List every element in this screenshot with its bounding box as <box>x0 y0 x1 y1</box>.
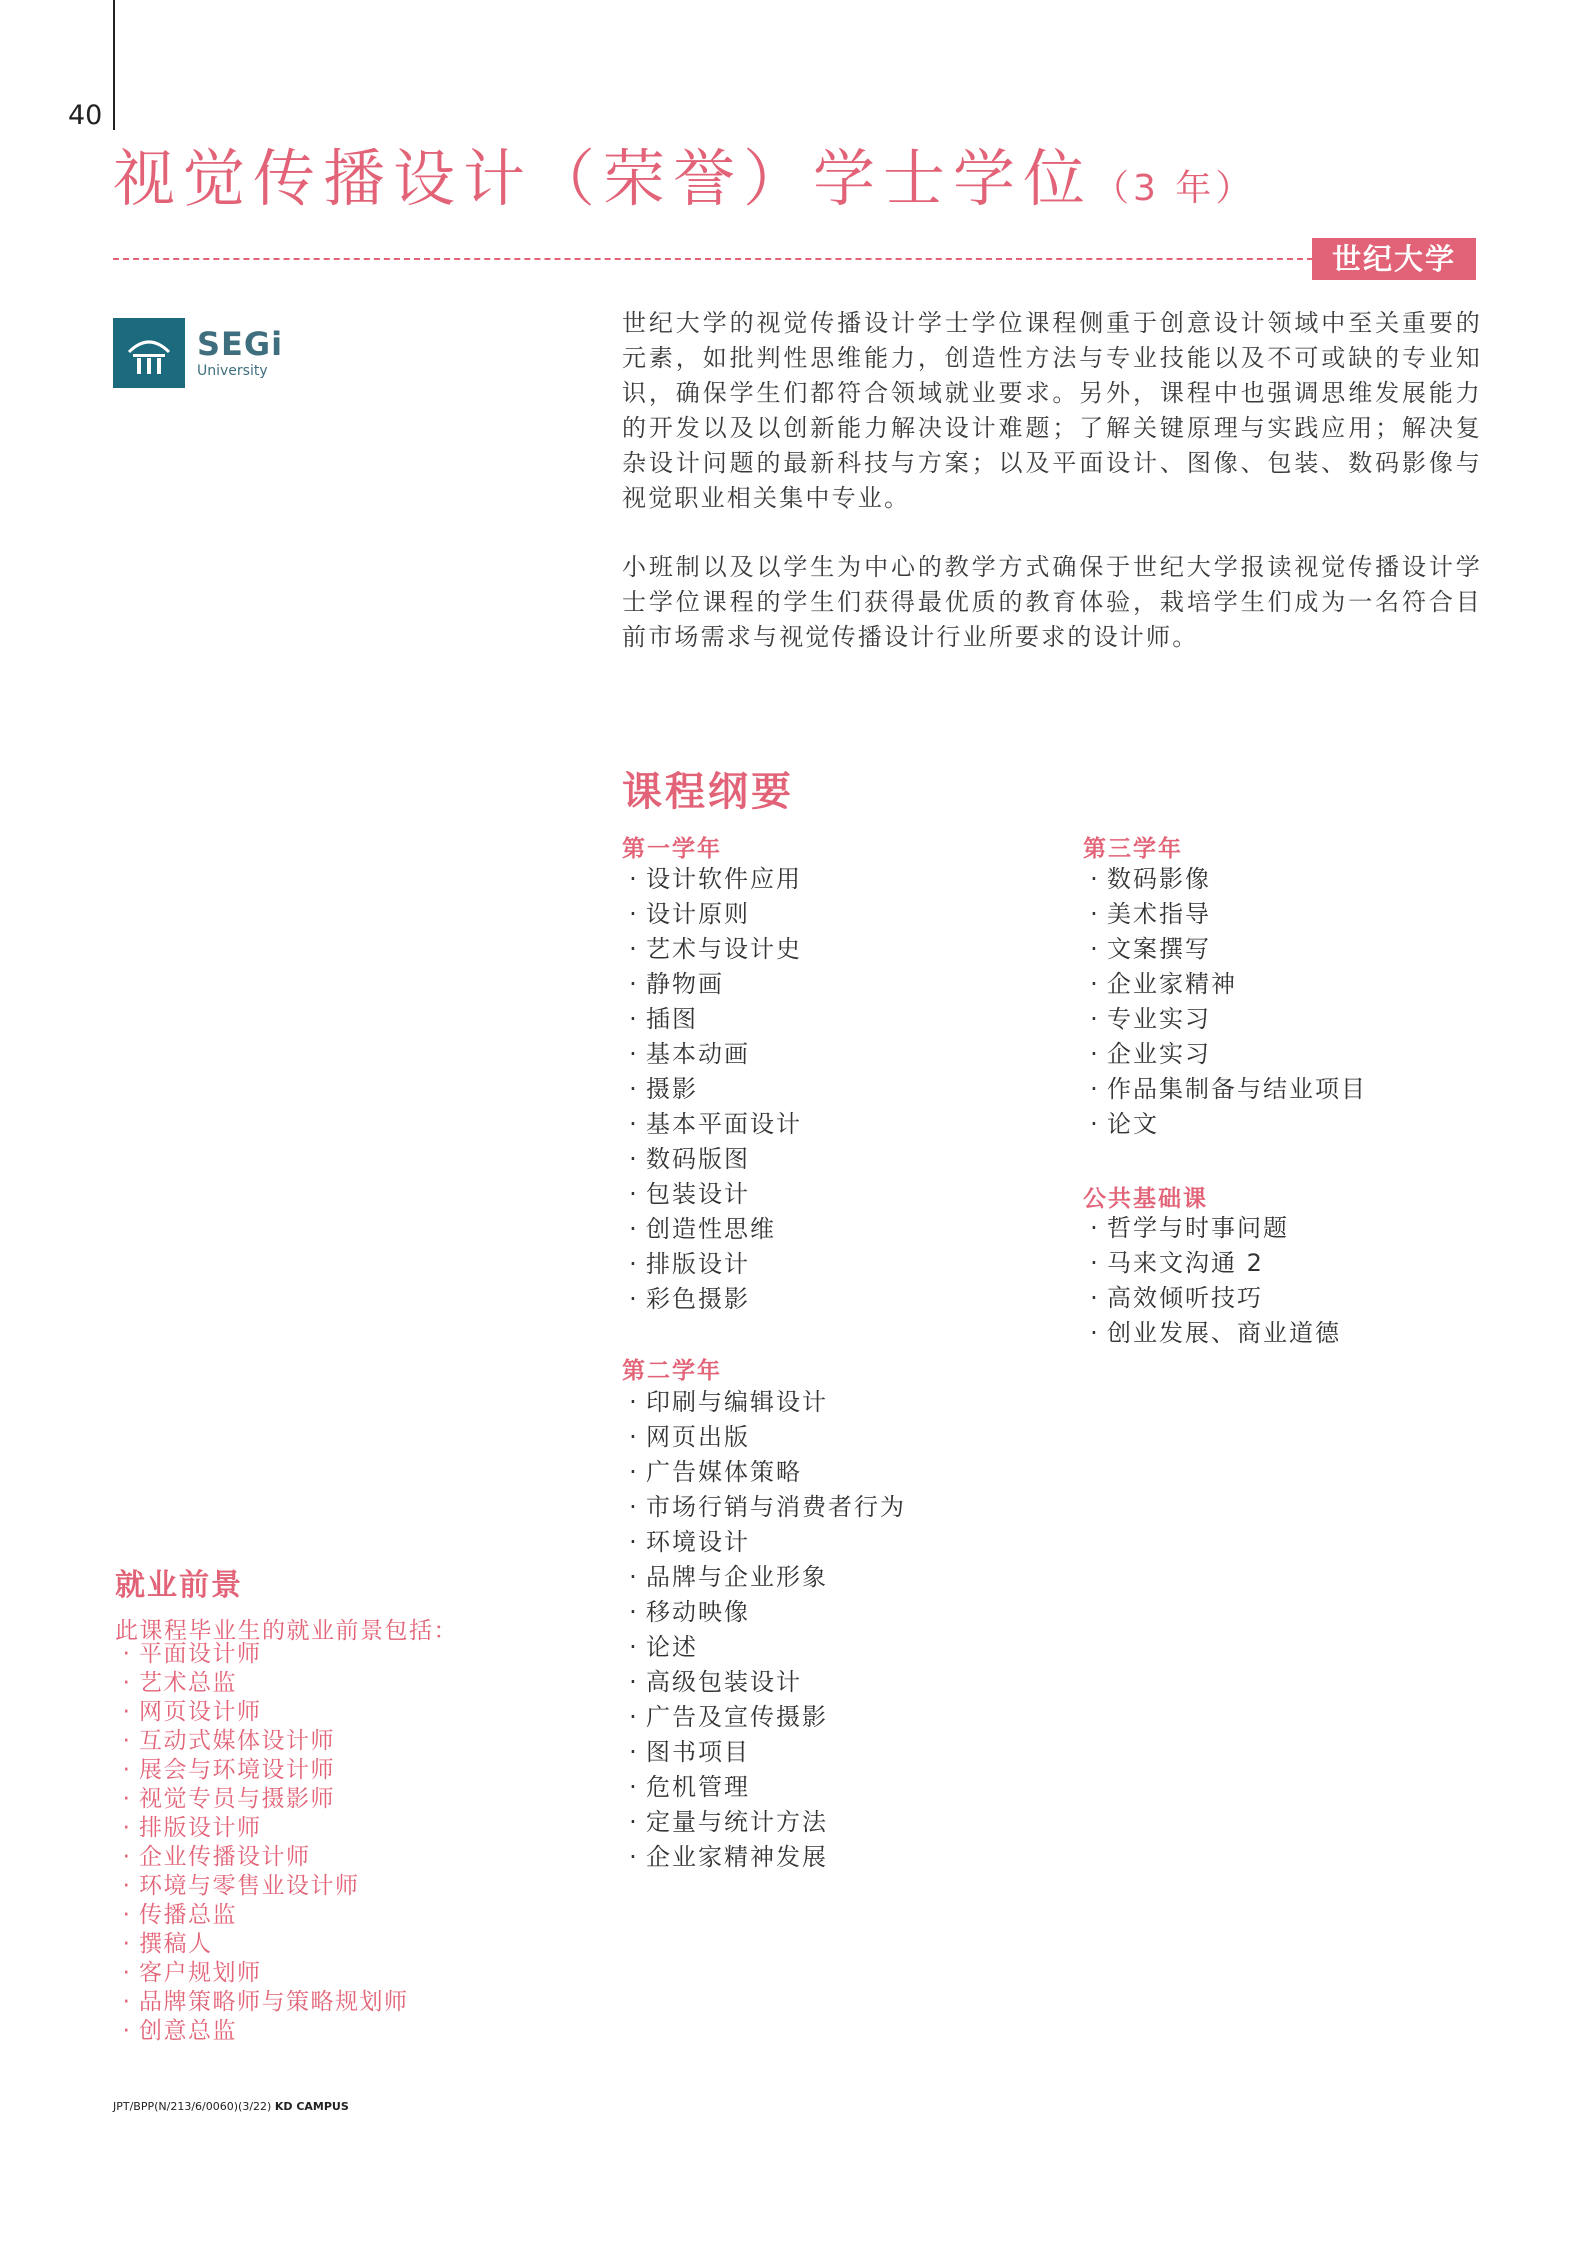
bullet: · <box>1090 970 1100 998</box>
list-item <box>622 967 802 1002</box>
list-item-label: 视觉专员与摄影师 <box>139 1786 335 1812</box>
footer-brand: KD CAMPUS <box>274 2100 349 2113</box>
list-item-label: 文案撰写 <box>1107 935 1211 963</box>
list-item <box>622 1665 906 1700</box>
bullet: · <box>629 1738 639 1766</box>
list-item <box>1083 1107 1367 1142</box>
list-item <box>1083 967 1367 1002</box>
list-item-label: 广告及宣传摄影 <box>646 1703 828 1731</box>
list-item-label: 哲学与时事问题 <box>1107 1214 1289 1242</box>
bullet: · <box>122 1786 132 1812</box>
bullet: · <box>629 1633 639 1661</box>
logo-wordmark <box>197 324 284 379</box>
list-item-label: 马来文沟通 2 <box>1107 1249 1264 1277</box>
list-item <box>622 1630 906 1665</box>
list-item <box>622 1770 906 1805</box>
list-item-label: 静物画 <box>646 970 724 998</box>
list-item <box>622 1282 802 1317</box>
list-item-label: 排版设计 <box>646 1250 750 1278</box>
list-item-label: 创意总监 <box>139 2018 237 2044</box>
bullet: · <box>629 1598 639 1626</box>
list-item-label: 论文 <box>1107 1110 1159 1138</box>
list-item <box>622 1107 802 1142</box>
list-item <box>115 1640 409 1669</box>
list-item-label: 危机管理 <box>646 1773 750 1801</box>
bullet: · <box>629 935 639 963</box>
list-item <box>622 1002 802 1037</box>
list-item-label: 数码影像 <box>1107 865 1211 893</box>
list-item-label: 设计软件应用 <box>646 865 802 893</box>
page-number: 40 <box>68 100 103 131</box>
list-item <box>622 1560 906 1595</box>
list-item-label: 高级包装设计 <box>646 1668 802 1696</box>
list-item <box>115 1814 409 1843</box>
list-item <box>622 1385 906 1420</box>
bullet: · <box>629 1458 639 1486</box>
list-item-label: 摄影 <box>646 1075 698 1103</box>
list-item-label: 品牌与企业形象 <box>646 1563 828 1591</box>
bullet: · <box>629 1285 639 1313</box>
logo-subtitle: University <box>197 362 268 379</box>
list-item-label: 企业传播设计师 <box>139 1844 311 1870</box>
bullet: · <box>1090 935 1100 963</box>
list-item <box>115 1988 409 2017</box>
bullet: · <box>629 1215 639 1243</box>
list-item <box>1083 1072 1367 1107</box>
syllabus-heading: 课程纲要 <box>622 769 794 815</box>
list-item-label: 品牌策略师与策略规划师 <box>139 1989 409 2015</box>
bullet: · <box>629 1040 639 1068</box>
bullet: · <box>1090 1040 1100 1068</box>
footer-code: JPT/BPP(N/213/6/0060)(3/22) <box>113 2100 272 2113</box>
bullet: · <box>122 1757 132 1783</box>
list-item-label: 互动式媒体设计师 <box>139 1728 335 1754</box>
bullet: · <box>629 1668 639 1696</box>
list-item <box>622 1700 906 1735</box>
bullet: · <box>629 865 639 893</box>
list-item <box>622 1805 906 1840</box>
list-item-label: 创业发展、商业道德 <box>1107 1319 1341 1347</box>
year1-heading: 第一学年 <box>622 836 722 862</box>
list-item-label: 论述 <box>646 1633 698 1661</box>
list-item-label: 环境设计 <box>646 1528 750 1556</box>
list-item <box>622 1525 906 1560</box>
bullet: · <box>629 1145 639 1173</box>
list-item <box>115 1756 409 1785</box>
list-item <box>622 1142 802 1177</box>
list-item-label: 撰稿人 <box>139 1931 213 1957</box>
list-item <box>115 1872 409 1901</box>
bullet: · <box>629 900 639 928</box>
bullet: · <box>122 1960 132 1986</box>
list-item <box>1083 1002 1367 1037</box>
list-item-label: 网页设计师 <box>139 1699 262 1725</box>
list-item-label: 专业实习 <box>1107 1005 1211 1033</box>
year3-course-list <box>1083 862 1367 1142</box>
segi-logo <box>113 318 283 388</box>
list-item <box>622 1455 906 1490</box>
bullet: · <box>629 1808 639 1836</box>
bullet: · <box>122 1728 132 1754</box>
bullet: · <box>122 1815 132 1841</box>
list-item-label: 定量与统计方法 <box>646 1808 828 1836</box>
bullet: · <box>122 1989 132 2015</box>
list-item <box>1083 862 1367 897</box>
bullet: · <box>629 1180 639 1208</box>
list-item <box>622 1840 906 1875</box>
year2-course-list <box>622 1385 906 1875</box>
bullet: · <box>122 1641 132 1667</box>
bullet: · <box>629 1843 639 1871</box>
list-item <box>115 1959 409 1988</box>
list-item-label: 客户规划师 <box>139 1960 262 1986</box>
intro-text <box>622 306 1482 689</box>
bullet: · <box>629 970 639 998</box>
list-item-label: 设计原则 <box>646 900 750 928</box>
list-item <box>115 1785 409 1814</box>
year3-heading: 第三学年 <box>1083 836 1183 862</box>
list-item-label: 印刷与编辑设计 <box>646 1388 828 1416</box>
careers-list <box>115 1640 409 2046</box>
bullet: · <box>629 1388 639 1416</box>
list-item-label: 艺术总监 <box>139 1670 237 1696</box>
list-item <box>1083 1037 1367 1072</box>
list-item-label: 广告媒体策略 <box>646 1458 802 1486</box>
bullet: · <box>629 1005 639 1033</box>
title-divider <box>113 258 1313 260</box>
bullet: · <box>122 1670 132 1696</box>
bullet: · <box>122 1699 132 1725</box>
bullet: · <box>629 1250 639 1278</box>
bullet: · <box>122 1931 132 1957</box>
bullet: · <box>629 1110 639 1138</box>
bullet: · <box>1090 1005 1100 1033</box>
list-item <box>1083 1211 1341 1246</box>
list-item-label: 传播总监 <box>139 1902 237 1928</box>
list-item-label: 数码版图 <box>646 1145 750 1173</box>
list-item <box>622 897 802 932</box>
bullet: · <box>122 2018 132 2044</box>
bullet: · <box>1090 1110 1100 1138</box>
list-item <box>115 1930 409 1959</box>
vertical-rule <box>113 0 115 130</box>
list-item-label: 包装设计 <box>646 1180 750 1208</box>
list-item-label: 市场行销与消费者行为 <box>646 1493 906 1521</box>
bullet: · <box>1090 1214 1100 1242</box>
list-item <box>622 862 802 897</box>
general-course-list <box>1083 1211 1341 1351</box>
list-item-label: 环境与零售业设计师 <box>139 1873 360 1899</box>
list-item <box>115 2017 409 2046</box>
list-item <box>622 1595 906 1630</box>
intro-paragraph: 小班制以及以学生为中心的教学方式确保于世纪大学报读视觉传播设计学士学位课程的学生们获得最优质的教育体验，栽培学生们成为一名符合目前市场需求与视觉传播设计行业所要求的设计师。 <box>622 553 1482 651</box>
list-item-label: 企业家精神 <box>1107 970 1237 998</box>
bullet: · <box>1090 900 1100 928</box>
list-item <box>115 1669 409 1698</box>
list-item <box>1083 1281 1341 1316</box>
list-item-label: 彩色摄影 <box>646 1285 750 1313</box>
building-icon <box>113 318 185 388</box>
title-duration: （3 年） <box>1093 168 1256 209</box>
title-text: 视觉传播设计（荣誉）学士学位 <box>113 142 1094 215</box>
list-item-label: 插图 <box>646 1005 698 1033</box>
list-item <box>115 1901 409 1930</box>
logo-name: SEGi <box>197 324 284 363</box>
bullet: · <box>1090 1249 1100 1277</box>
list-item <box>622 1247 802 1282</box>
bullet: · <box>1090 865 1100 893</box>
list-item <box>622 1072 802 1107</box>
careers-heading: 就业前景 <box>115 1568 243 1603</box>
intro-paragraph: 世纪大学的视觉传播设计学士学位课程侧重于创意设计领域中至关重要的元素，如批判性思维能力，创造性方法与专业技能以及不可或缺的专业知识，确保学生们都符合领域就业要求。另外，课程中也强调思维发展能力的开发以及以创新能力解决设计难题；了解关键原理与实践应用；解决复杂设计问题的最新科技与方案；以及平面设计、图像、包装、数码影像与视觉职业相关集中专业。 <box>622 309 1482 512</box>
list-item-label: 基本动画 <box>646 1040 750 1068</box>
list-item <box>622 1735 906 1770</box>
list-item-label: 高效倾听技巧 <box>1107 1284 1263 1312</box>
bullet: · <box>122 1873 132 1899</box>
footer <box>113 2100 349 2113</box>
bullet: · <box>122 1902 132 1928</box>
list-item <box>622 1490 906 1525</box>
bullet: · <box>629 1423 639 1451</box>
list-item <box>622 1177 802 1212</box>
year2-heading: 第二学年 <box>622 1358 722 1384</box>
list-item-label: 图书项目 <box>646 1738 750 1766</box>
list-item <box>622 1420 906 1455</box>
list-item <box>1083 897 1367 932</box>
list-item-label: 创造性思维 <box>646 1215 776 1243</box>
list-item-label: 作品集制备与结业项目 <box>1107 1075 1367 1103</box>
list-item-label: 排版设计师 <box>139 1815 262 1841</box>
bullet: · <box>629 1703 639 1731</box>
list-item-label: 平面设计师 <box>139 1641 262 1667</box>
list-item <box>115 1727 409 1756</box>
list-item <box>115 1698 409 1727</box>
list-item-label: 企业家精神发展 <box>646 1843 828 1871</box>
list-item-label: 艺术与设计史 <box>646 935 802 963</box>
list-item-label: 企业实习 <box>1107 1040 1211 1068</box>
list-item <box>622 1212 802 1247</box>
list-item-label: 展会与环境设计师 <box>139 1757 335 1783</box>
list-item-label: 基本平面设计 <box>646 1110 802 1138</box>
bullet: · <box>1090 1319 1100 1347</box>
list-item <box>622 1037 802 1072</box>
list-item <box>1083 1246 1341 1281</box>
general-heading: 公共基础课 <box>1083 1186 1208 1212</box>
list-item-label: 美术指导 <box>1107 900 1211 928</box>
list-item-label: 移动映像 <box>646 1598 750 1626</box>
list-item <box>1083 932 1367 967</box>
bullet: · <box>629 1563 639 1591</box>
list-item-label: 网页出版 <box>646 1423 750 1451</box>
bullet: · <box>629 1493 639 1521</box>
bullet: · <box>629 1075 639 1103</box>
year1-course-list <box>622 862 802 1317</box>
bullet: · <box>629 1773 639 1801</box>
list-item <box>115 1843 409 1872</box>
bullet: · <box>122 1844 132 1870</box>
bullet: · <box>1090 1075 1100 1103</box>
list-item <box>1083 1316 1341 1351</box>
bullet: · <box>1090 1284 1100 1312</box>
bullet: · <box>629 1528 639 1556</box>
careers-intro: 此课程毕业生的就业前景包括： <box>115 1618 458 1644</box>
list-item <box>622 932 802 967</box>
page-title <box>113 142 1256 215</box>
university-tag: 世纪大学 <box>1312 238 1476 280</box>
